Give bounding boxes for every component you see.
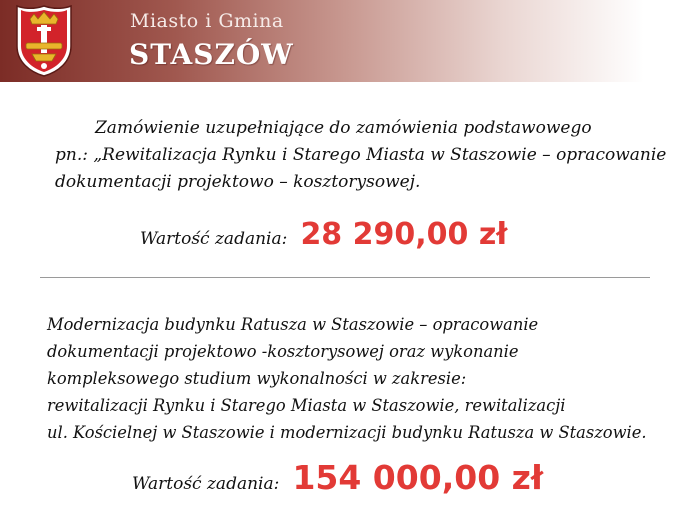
brand-subtitle: Miasto i Gmina xyxy=(130,10,284,32)
task2-line: dokumentacji projektowo -kosztorysowej oraz wykonanie xyxy=(47,342,519,361)
task2-value-row xyxy=(132,458,543,497)
task2-description xyxy=(47,311,647,446)
task1-value-amount: 28 290,00 zł xyxy=(300,217,508,252)
task2-value-amount: 154 000,00 zł xyxy=(292,458,544,497)
task1-line: Zamówienie uzupełniające do zamówienia podstawowego xyxy=(95,118,592,138)
task1-line: pn.: „Rewitalizacja Rynku i Starego Miasta w Staszowie – opracowanie xyxy=(55,145,667,165)
task2-line: kompleksowego studium wykonalności w zakresie: xyxy=(47,369,467,388)
task2-line: rewitalizacji Rynku i Starego Miasta w Staszowie, rewitalizacji xyxy=(47,396,566,415)
section-divider xyxy=(40,277,650,278)
task1-value-label: Wartość zadania: xyxy=(140,229,288,249)
task2-line: Modernizacja budynku Ratusza w Staszowie – opracowanie xyxy=(47,315,539,334)
task2-line: ul. Kościelnej w Staszowie i modernizacji budynku Ratusza w Staszowie. xyxy=(47,423,647,442)
task2-value-label: Wartość zadania: xyxy=(132,474,280,494)
brand-title: STASZÓW xyxy=(129,38,294,71)
header-banner xyxy=(0,0,700,82)
task1-description xyxy=(55,115,666,196)
coat-of-arms-icon xyxy=(14,4,74,78)
task1-line: dokumentacji projektowo – kosztorysowej. xyxy=(55,172,421,192)
task1-value-row xyxy=(140,217,507,252)
